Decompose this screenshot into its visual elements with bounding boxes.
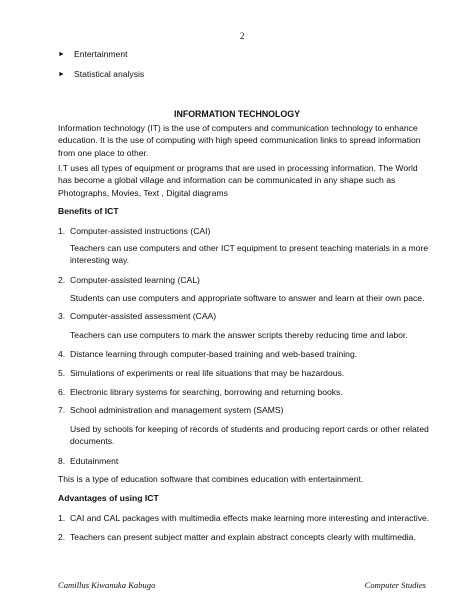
benefit-title-caa: Computer-assisted assessment (CAA) — [70, 311, 217, 321]
footer-subject: Computer Studies — [364, 580, 426, 590]
benefit-desc-sams: Used by schools for keeping of records of students and producing report cards or other related documents. — [70, 424, 429, 447]
bullet-item-statistical-analysis: Statistical analysis — [74, 69, 145, 79]
list-number: 7. — [58, 405, 66, 415]
benefit-desc-cal: Students can use computers and appropriate software to answer and learn at their own pace. — [70, 293, 425, 303]
intro-paragraph-1: Information technology (IT) is the use of computers and communication technology to enhance education. It is the use of computing with high speed communication links to spread information from one place to other. — [58, 123, 421, 158]
list-number: 1. — [58, 513, 66, 523]
benefit-title-cal: Computer-assisted learning (CAL) — [70, 275, 200, 285]
advantage-item-1: CAI and CAL packages with multimedia effects make learning more interesting and interactive. — [70, 513, 430, 523]
bullet-icon: ► — [58, 71, 65, 78]
benefit-desc-cai: Teachers can use computers and other ICT equipment to present teaching materials in a more interesting way. — [70, 243, 429, 266]
benefit-title-cai: Computer-assisted instructions (CAI) — [70, 226, 211, 236]
benefit-title-library: Electronic library systems for searching, borrowing and returning books. — [70, 387, 343, 397]
page-number: 2 — [240, 31, 245, 41]
edutainment-description: This is a type of education software that combines education with entertainment. — [58, 474, 364, 484]
benefits-heading: Benefits of ICT — [58, 206, 119, 216]
advantage-item-2: Teachers can present subject matter and explain abstract concepts clearly with multimedia. — [70, 532, 416, 542]
list-number: 2. — [58, 532, 66, 542]
benefit-title-simulations: Simulations of experiments or real life situations that may be hazardous. — [70, 368, 345, 378]
advantages-heading: Advantages of using ICT — [58, 493, 159, 503]
intro-paragraph-2: I.T uses all types of equipment or programs that are used in processing information. The World has become a global village and information can be communicated in any shape such as Photographs, Movies, Text , Digital diagrams — [58, 163, 418, 198]
bullet-item-entertainment: Entertainment — [74, 49, 128, 59]
benefit-title-sams: School administration and management system (SAMS) — [70, 405, 284, 415]
section-title: INFORMATION TECHNOLOGY — [174, 109, 300, 119]
list-number: 4. — [58, 349, 66, 359]
bullet-icon: ► — [58, 51, 65, 58]
benefit-desc-caa: Teachers can use computers to mark the answer scripts thereby reducing time and labor. — [70, 330, 408, 340]
list-number: 5. — [58, 368, 66, 378]
list-number: 1. — [58, 226, 66, 236]
list-number: 2. — [58, 275, 66, 285]
list-number: 6. — [58, 387, 66, 397]
footer-author: Camillus Kiwanuka Kabugo — [58, 580, 156, 590]
list-number: 8. — [58, 456, 66, 466]
list-number: 3. — [58, 311, 66, 321]
benefit-title-distance-learning: Distance learning through computer-based training and web-based training. — [70, 349, 358, 359]
benefit-title-edutainment: Edutainment — [70, 456, 119, 466]
